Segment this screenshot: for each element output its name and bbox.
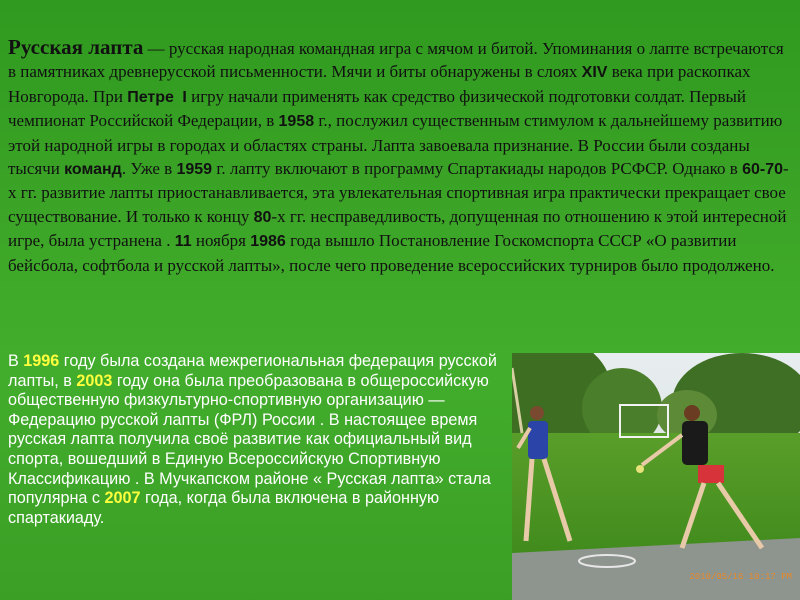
century-number: XIV — [581, 64, 608, 82]
text-fragment: году она была преобразована в общероссийскую общественную физкультурно-спортивную организацию — Федерацию русской лапты (ФРЛ) России . В настоящее время русская лапта получила своё развитие как официальный вид спорта, вошедший в Единую Всероссийскую Спортивную Классификацию . В Мучкапском районе « Русская лапта» стала популярна с — [8, 371, 491, 508]
photo-timestamp: 2010/05/16 10:17 PM — [689, 572, 792, 582]
years-80: 80 — [253, 208, 272, 226]
text-fragment: -х гг. несправедливость, допущенная по отношению к этой интересной игре, была устранена . — [8, 206, 787, 251]
text-fragment: -х гг. развитие лапты приостанавливается, эта увлекательная спортивная игра практически прекращает свое существование. И только к концу — [8, 159, 789, 226]
year-1959: 1959 — [176, 161, 213, 179]
peter-name: Петре — [127, 88, 174, 106]
two-girls-playing-lapta-photo-icon — [512, 353, 800, 600]
text-fragment: г., послужил существенным стимулом к дальнейшему развитию этой народной игры в городах и областях страны. Лапта завоевала признание. В России были созданы тысячи — [8, 111, 783, 179]
text-fragment: века при раскопках Новгорода. При — [8, 62, 751, 106]
text-fragment: года вышло Постановление Госкомспорта СССР «О развитии бейсбола, софтбола и русской лапты», после чего проведение всероссийских турниров было продолжено. — [8, 231, 775, 275]
lapta-photo — [512, 353, 800, 600]
text-fragment: году была создана межрегиональная федерация русской лапты, в — [8, 352, 497, 390]
federation-paragraph — [8, 352, 508, 598]
roman-numeral: I — [182, 88, 187, 106]
year-1986: 1986 — [250, 233, 286, 251]
text-fragment: года, когда была включена в районную спартакиаду. — [8, 489, 440, 527]
text-fragment: . Уже в — [121, 159, 177, 179]
text-fragment: игру начали применять как средство физической подготовки солдат. Первый чемпионат Российской Федерации, в — [8, 86, 747, 131]
day-11: 11 — [174, 233, 192, 251]
teams-word: команд — [64, 161, 122, 179]
text-fragment: В — [8, 352, 24, 370]
years-60-70: 60-70 — [742, 161, 783, 179]
article-title: Русская лапта — [8, 36, 144, 59]
year-1996: 1996 — [23, 352, 60, 370]
text-fragment: ноября — [191, 231, 251, 251]
text-fragment: г. лапту включают в программу Спартакиады народов РСФСР. Однако в — [212, 159, 743, 179]
year-2003: 2003 — [76, 371, 113, 390]
year-1958: 1958 — [278, 113, 315, 131]
year-2007: 2007 — [104, 489, 141, 508]
history-paragraph — [8, 36, 792, 350]
text-fragment: — русская народная командная игра с мячом и битой. Упоминания о лапте встречаются в памятниках древнерусской письменности. Мячи и биты обнаружены в слоях — [8, 39, 784, 82]
